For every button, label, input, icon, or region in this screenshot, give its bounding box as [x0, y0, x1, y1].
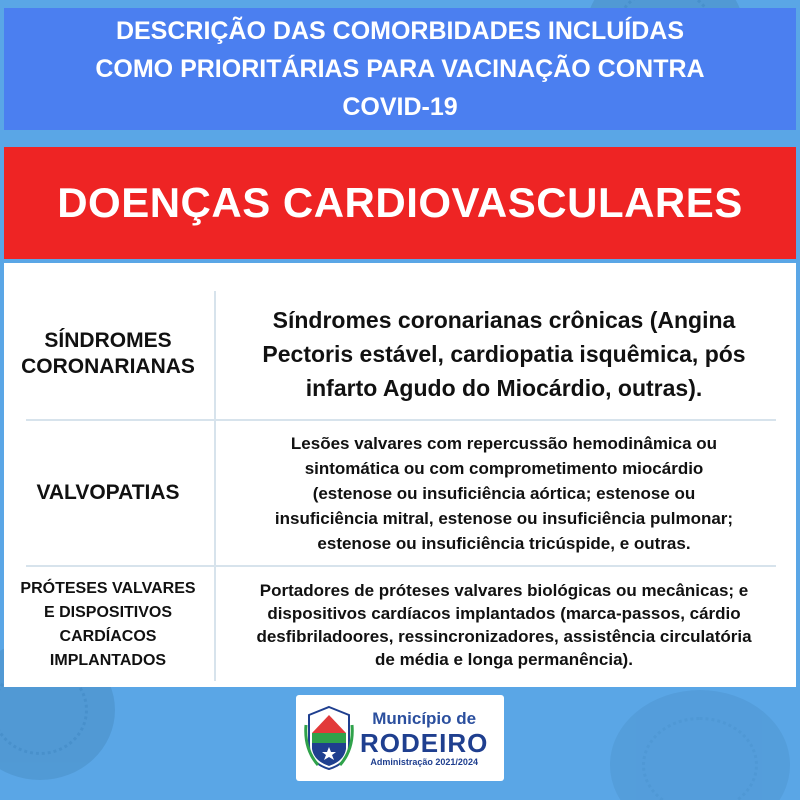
page-header [4, 8, 796, 130]
description-line: (estenose ou insuficiência aórtica; estenose ou [312, 483, 696, 503]
description-line: Portadores de próteses valvares biológicas ou mecânicas; e [259, 581, 749, 600]
logo-municipality-label: Município de [372, 709, 477, 728]
condition-name-line: PRÓTESES VALVARES [20, 580, 196, 597]
description-line: dispositivos cardíacos implantados (marca-passos, cárdio [267, 604, 741, 623]
municipality-logo [296, 695, 504, 781]
category-title: DOENÇAS CARDIOVASCULARES [57, 179, 743, 226]
description-line: desfibriladoores, ressincronizadores, assistência circulatória [256, 627, 752, 646]
condition-description [212, 569, 796, 681]
header-line: COMO PRIORITÁRIAS PARA VACINAÇÃO CONTRA [95, 55, 705, 83]
description-line: estenose ou insuficiência tricúspide, e outras. [317, 533, 691, 553]
logo-administration: Administração 2021/2024 [370, 757, 478, 767]
row-divider [26, 565, 776, 567]
condition-name-line: E DISPOSITIVOS [43, 604, 173, 621]
header-line: DESCRIÇÃO DAS COMORBIDADES INCLUÍDAS [115, 17, 685, 45]
description-line: insuficiência mitral, estenose ou insuficiência pulmonar; [274, 508, 734, 528]
row-divider [26, 419, 776, 421]
condition-name-line: VALVOPATIAS [36, 481, 180, 504]
table-row [4, 423, 796, 563]
condition-description [212, 423, 796, 563]
description-line: sintomática ou com comprometimento miocárdio [304, 458, 704, 478]
condition-name-line: IMPLANTADOS [49, 652, 167, 669]
table-row [4, 569, 796, 681]
description-line: Lesões valvares com repercussão hemodinâmica ou [290, 433, 718, 453]
category-banner [4, 147, 796, 259]
description-line: Síndromes coronarianas crônicas (Angina [272, 307, 736, 333]
condition-name [4, 293, 212, 415]
condition-name [4, 423, 212, 563]
description-line: de média e longa permanência). [375, 650, 633, 669]
condition-name-line: CARDÍACOS [59, 628, 157, 645]
description-line: infarto Agudo do Miocárdio, outras). [305, 375, 703, 401]
condition-name-line: CORONARIANAS [21, 355, 195, 378]
header-line: COVID-19 [342, 93, 458, 121]
municipal-crest-icon [304, 705, 354, 771]
condition-name [4, 569, 212, 681]
comorbidity-table [4, 263, 796, 687]
logo-city-name: RODEIRO [360, 728, 489, 758]
condition-name-line: SÍNDROMES [44, 329, 172, 352]
condition-description [212, 293, 796, 415]
description-line: Pectoris estável, cardiopatia isquêmica, pós [262, 341, 746, 367]
table-row [4, 293, 796, 415]
virus-decoration-icon [610, 690, 790, 800]
